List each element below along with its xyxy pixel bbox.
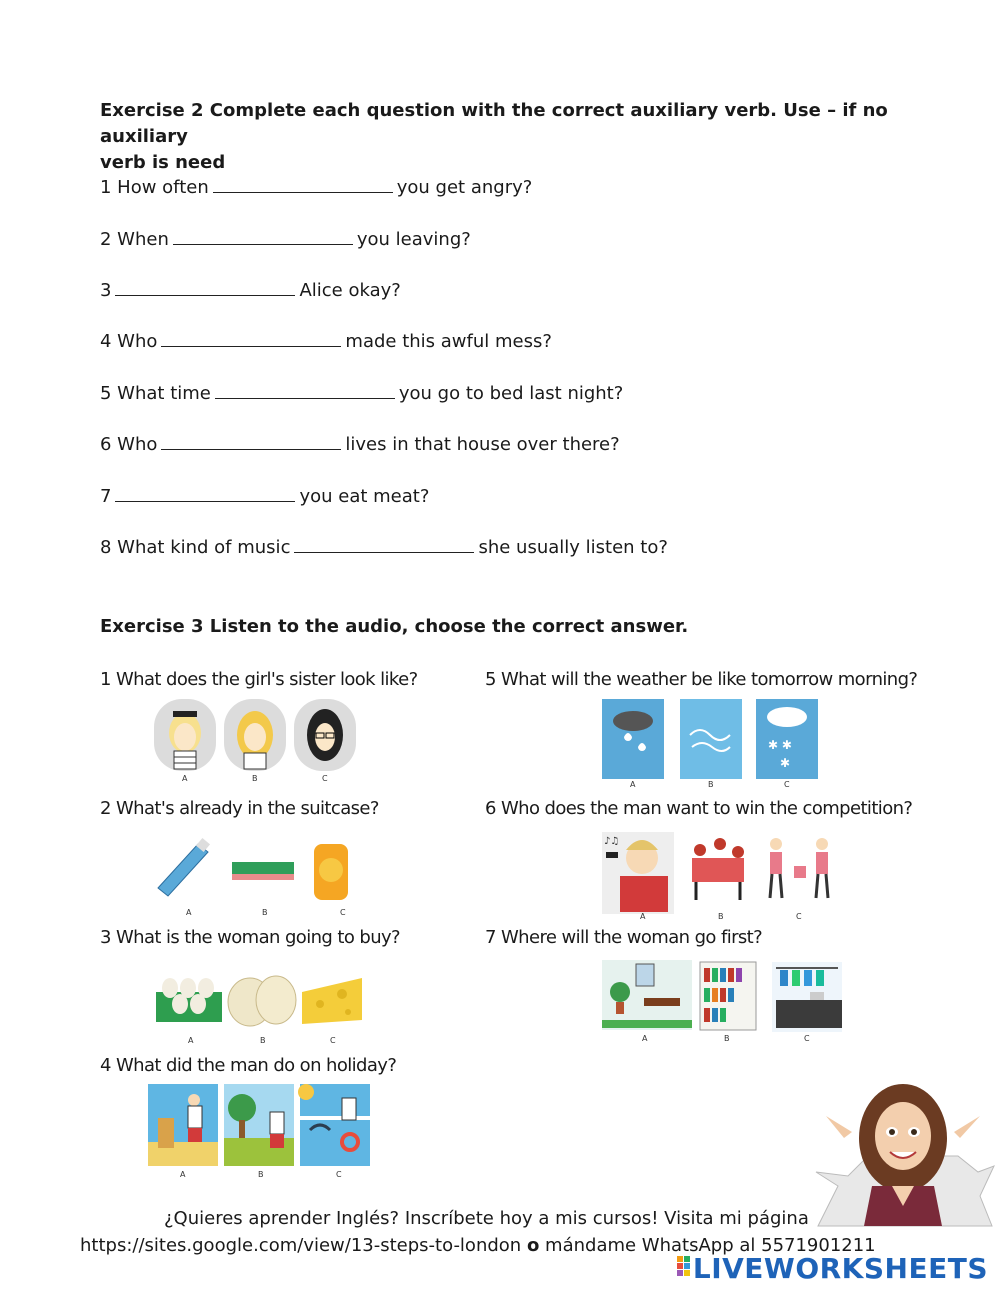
places-illustration — [600, 958, 844, 1046]
groceries-picture — [150, 964, 368, 1048]
option-label-a: A — [182, 774, 188, 783]
footer-promo-line-1: ¿Quieres aprender Inglés? Inscríbete hoy a mis cursos! Visita mi página — [164, 1208, 809, 1229]
ex3-question-1: 1 What does the girl's sister look like? — [100, 669, 418, 690]
exercise-2-title-line1: Exercise 2 Complete each question with the correct auxiliary verb. Use – if no auxiliary — [100, 100, 888, 147]
liveworksheets-logo[interactable] — [677, 1252, 988, 1285]
exercise-2-title — [100, 98, 920, 176]
option-label-b: B — [708, 780, 714, 789]
teacher-avatar — [808, 1076, 998, 1246]
answer-blank-8[interactable] — [294, 536, 474, 553]
liveworksheets-icon — [677, 1256, 691, 1282]
answer-blank-6[interactable] — [161, 433, 341, 450]
ex2-question-3: 3 Alice okay? — [100, 280, 401, 301]
weather-illustration — [600, 697, 822, 793]
option-label-c: C — [796, 912, 802, 921]
option-label-b: B — [252, 774, 258, 783]
places-picture — [600, 958, 844, 1046]
option-label-b: B — [724, 1034, 730, 1043]
weather-picture — [600, 697, 822, 793]
suitcase-items-picture — [150, 830, 362, 920]
option-label-b: B — [262, 908, 268, 917]
option-label-a: A — [640, 912, 646, 921]
svg-text:♪♫: ♪♫ — [604, 836, 620, 847]
ex3-question-6: 6 Who does the man want to win the competition? — [485, 798, 913, 819]
answer-blank-2[interactable] — [173, 228, 353, 245]
answer-blank-3[interactable] — [115, 279, 295, 296]
option-label-a: A — [642, 1034, 648, 1043]
teacher-avatar-illustration — [808, 1076, 998, 1246]
exercise-3-title: Exercise 3 Listen to the audio, choose the correct answer. — [100, 616, 689, 637]
suitcase-items-illustration — [150, 830, 362, 920]
whatsapp-text: mándame WhatsApp al 5571901211 — [545, 1235, 876, 1256]
course-link[interactable]: https://sites.google.com/view/13-steps-to-london — [80, 1235, 522, 1256]
ex2-question-1: 1 How often you get angry? — [100, 177, 533, 198]
answer-blank-1[interactable] — [213, 176, 393, 193]
ex2-question-2: 2 When you leaving? — [100, 229, 471, 250]
exercise-2-title-line2: verb is need — [100, 152, 226, 173]
option-label-b: B — [260, 1036, 266, 1045]
option-label-b: B — [718, 912, 724, 921]
svg-text:✱: ✱ — [780, 756, 791, 770]
holiday-picture — [146, 1082, 372, 1186]
answer-blank-4[interactable] — [161, 330, 341, 347]
competition-picture — [600, 830, 840, 922]
option-label-a: A — [188, 1036, 194, 1045]
option-label-b: B — [258, 1170, 264, 1179]
footer-or: o — [526, 1235, 540, 1256]
ex2-question-6: 6 Who lives in that house over there? — [100, 434, 620, 455]
ex3-question-2: 2 What's already in the suitcase? — [100, 798, 379, 819]
option-label-c: C — [330, 1036, 336, 1045]
option-label-c: C — [804, 1034, 810, 1043]
ex3-question-3: 3 What is the woman going to buy? — [100, 927, 401, 948]
ex2-question-4: 4 Who made this awful mess? — [100, 331, 552, 352]
answer-blank-7[interactable] — [115, 485, 295, 502]
ex2-question-5: 5 What time you go to bed last night? — [100, 383, 624, 404]
option-label-a: A — [186, 908, 192, 917]
competition-illustration — [600, 830, 840, 922]
liveworksheets-wordmark: LIVEWORKSHEETS — [692, 1252, 988, 1285]
option-label-c: C — [322, 774, 328, 783]
ex3-question-4: 4 What did the man do on holiday? — [100, 1055, 397, 1076]
faces-picture — [150, 697, 362, 789]
option-label-a: A — [630, 780, 636, 789]
option-label-c: C — [340, 908, 346, 917]
answer-blank-5[interactable] — [215, 382, 395, 399]
svg-text:✱ ✱: ✱ ✱ — [768, 738, 792, 752]
option-label-c: C — [784, 780, 790, 789]
option-label-c: C — [336, 1170, 342, 1179]
ex3-question-7: 7 Where will the woman go first? — [485, 927, 763, 948]
ex2-question-7: 7 you eat meat? — [100, 486, 430, 507]
ex2-question-8: 8 What kind of music she usually listen to? — [100, 537, 668, 558]
ex3-question-5: 5 What will the weather be like tomorrow morning? — [485, 669, 918, 690]
option-label-a: A — [180, 1170, 186, 1179]
